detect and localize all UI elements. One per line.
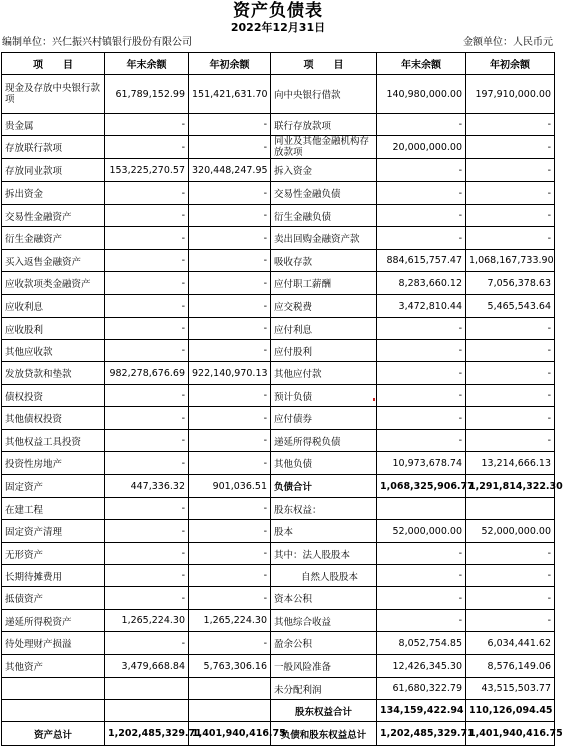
- liability-begin-cell: -: [466, 318, 555, 340]
- asset-begin-cell: -: [189, 340, 271, 362]
- asset-begin-cell: -: [189, 114, 271, 136]
- asset-item-cell: 抵债资产: [2, 587, 105, 610]
- asset-begin-cell: -: [189, 565, 271, 587]
- liability-item-cell: 应付利息: [271, 318, 377, 340]
- liability-item-cell: 向中央银行借款: [271, 75, 377, 114]
- liability-end-cell: 8,283,660.12: [377, 272, 466, 295]
- liability-end-cell: 140,980,000.00: [377, 75, 466, 114]
- liability-item-header: 项 目: [271, 53, 377, 75]
- table-row: [2, 632, 555, 655]
- asset-end-cell: -: [105, 205, 189, 227]
- currency-unit-label: 金额单位：人民币元: [463, 37, 553, 48]
- liability-begin-cell: -: [466, 114, 555, 136]
- liability-begin-cell: 1,401,940,416.75: [466, 722, 555, 746]
- asset-begin-cell: 1,401,940,416.75: [189, 722, 271, 746]
- asset-begin-cell: -: [189, 250, 271, 272]
- liability-item-cell: 负债合计: [271, 475, 377, 498]
- liability-begin-cell: -: [466, 205, 555, 227]
- liability-end-cell: 20,000,000.00: [377, 136, 466, 159]
- table-row: [2, 75, 555, 114]
- asset-end-cell: -: [105, 340, 189, 362]
- asset-begin-cell: -: [189, 318, 271, 340]
- liability-end-cell: 884,615,757.47: [377, 250, 466, 272]
- asset-item-cell: 待处理财产损溢: [2, 632, 105, 655]
- balance-sheet-table: [1, 52, 563, 746]
- liability-end-cell: 61,680,322.79: [377, 678, 466, 700]
- table-row: [2, 543, 555, 565]
- table-row: [2, 407, 555, 430]
- asset-end-cell: -: [105, 565, 189, 587]
- asset-end-cell: -: [105, 587, 189, 610]
- asset-end-cell: [105, 700, 189, 722]
- meta-row: [0, 36, 556, 50]
- liability-item-cell: 盈余公积: [271, 632, 377, 655]
- table-row: [2, 587, 555, 610]
- liability-item-cell: 其他负债: [271, 452, 377, 475]
- table-row: [2, 182, 555, 205]
- asset-item-cell: 递延所得税资产: [2, 610, 105, 632]
- liability-end-cell: -: [377, 318, 466, 340]
- liability-begin-cell: -: [466, 340, 555, 362]
- liability-end-cell: 134,159,422.94: [377, 700, 466, 722]
- asset-end-cell: -: [105, 520, 189, 543]
- liability-end-cell: -: [377, 407, 466, 430]
- liability-begin-balance-header: 年初余额: [466, 53, 555, 75]
- asset-end-cell: [105, 678, 189, 700]
- liability-end-cell: -: [377, 227, 466, 250]
- liability-begin-cell: -: [466, 407, 555, 430]
- liability-item-cell: 应付职工薪酬: [271, 272, 377, 295]
- asset-end-cell: 447,336.32: [105, 475, 189, 498]
- liability-begin-cell: 197,910,000.00: [466, 75, 555, 114]
- liability-end-cell: [377, 498, 466, 520]
- asset-end-cell: -: [105, 295, 189, 318]
- asset-item-cell: 固定资产清理: [2, 520, 105, 543]
- liability-begin-cell: 43,515,503.77: [466, 678, 555, 700]
- liability-end-balance-header: 年末余额: [377, 53, 466, 75]
- asset-item-cell: 衍生金融资产: [2, 227, 105, 250]
- asset-item-cell: 其他债权投资: [2, 407, 105, 430]
- table-row: [2, 655, 555, 678]
- asset-item-cell: 其他权益工具投资: [2, 430, 105, 452]
- asset-item-cell: 长期待摊费用: [2, 565, 105, 587]
- liability-begin-cell: -: [466, 385, 555, 407]
- liability-end-cell: -: [377, 543, 466, 565]
- asset-begin-cell: -: [189, 407, 271, 430]
- asset-begin-cell: 901,036.51: [189, 475, 271, 498]
- liability-item-cell: 卖出回购金融资产款: [271, 227, 377, 250]
- asset-end-cell: -: [105, 632, 189, 655]
- table-row: [2, 520, 555, 543]
- asset-end-cell: -: [105, 114, 189, 136]
- asset-end-cell: -: [105, 318, 189, 340]
- asset-begin-cell: -: [189, 452, 271, 475]
- asset-end-cell: 153,225,270.57: [105, 159, 189, 182]
- liability-begin-cell: -: [466, 610, 555, 632]
- liability-item-cell: 未分配利润: [271, 678, 377, 700]
- asset-begin-cell: -: [189, 136, 271, 159]
- table-row: [2, 678, 555, 700]
- liability-begin-cell: -: [466, 182, 555, 205]
- table-row: [2, 227, 555, 250]
- asset-end-cell: -: [105, 407, 189, 430]
- table-row: [2, 610, 555, 632]
- stray-mark: [373, 398, 375, 401]
- table-row: [2, 295, 555, 318]
- table-row: [2, 452, 555, 475]
- liability-item-cell: 股东权益：: [271, 498, 377, 520]
- asset-item-cell: 其他应收款: [2, 340, 105, 362]
- asset-begin-cell: -: [189, 587, 271, 610]
- table-row: [2, 722, 555, 746]
- asset-begin-cell: -: [189, 227, 271, 250]
- liability-begin-cell: 1,068,167,733.90: [466, 250, 555, 272]
- liability-begin-cell: 8,576,149.06: [466, 655, 555, 678]
- liability-end-cell: 10,973,678.74: [377, 452, 466, 475]
- liability-item-cell: 同业及其他金融机构存放款项: [271, 136, 377, 159]
- liability-begin-cell: -: [466, 430, 555, 452]
- liability-item-cell: 衍生金融负债: [271, 205, 377, 227]
- table-row: [2, 114, 555, 136]
- liability-item-cell: 应付股利: [271, 340, 377, 362]
- asset-item-cell: 投资性房地产: [2, 452, 105, 475]
- asset-begin-cell: -: [189, 205, 271, 227]
- table-row: [2, 272, 555, 295]
- liability-begin-cell: 1,291,814,322.30: [466, 475, 555, 498]
- asset-end-cell: -: [105, 272, 189, 295]
- liability-end-cell: -: [377, 430, 466, 452]
- liability-end-cell: -: [377, 610, 466, 632]
- liability-end-cell: 3,472,810.44: [377, 295, 466, 318]
- asset-item-cell: 存放联行款项: [2, 136, 105, 159]
- liability-item-cell: 一般风险准备: [271, 655, 377, 678]
- liability-item-cell: 其他综合收益: [271, 610, 377, 632]
- preparer-label: 编制单位：兴仁振兴村镇银行股份有限公司: [2, 37, 192, 48]
- asset-begin-cell: -: [189, 430, 271, 452]
- asset-begin-cell: [189, 700, 271, 722]
- liability-end-cell: -: [377, 362, 466, 385]
- liability-item-cell: 预计负债: [271, 385, 377, 407]
- table-row: [2, 340, 555, 362]
- asset-begin-cell: 151,421,631.70: [189, 75, 271, 114]
- liability-item-cell: 负债和股东权益总计: [271, 722, 377, 746]
- liability-item-cell: 其他应付款: [271, 362, 377, 385]
- asset-item-cell: 应收股利: [2, 318, 105, 340]
- asset-begin-cell: -: [189, 498, 271, 520]
- document-title: 资产负债表: [233, 1, 323, 21]
- asset-item-cell: 无形资产: [2, 543, 105, 565]
- report-date: 2022年12月31日: [230, 21, 326, 34]
- asset-item-cell: 交易性金融资产: [2, 205, 105, 227]
- liability-end-cell: -: [377, 385, 466, 407]
- asset-begin-cell: 320,448,247.95: [189, 159, 271, 182]
- liability-item-cell: 资本公积: [271, 587, 377, 610]
- table-row: [2, 318, 555, 340]
- liability-end-cell: -: [377, 114, 466, 136]
- asset-begin-cell: -: [189, 385, 271, 407]
- asset-end-cell: 1,202,485,329.71: [105, 722, 189, 746]
- asset-end-cell: -: [105, 498, 189, 520]
- liability-end-cell: -: [377, 565, 466, 587]
- table-row: [2, 475, 555, 498]
- asset-end-cell: -: [105, 250, 189, 272]
- liability-begin-cell: -: [466, 587, 555, 610]
- liability-end-cell: 52,000,000.00: [377, 520, 466, 543]
- asset-begin-cell: 1,265,224.30: [189, 610, 271, 632]
- liability-end-cell: -: [377, 587, 466, 610]
- asset-begin-cell: -: [189, 272, 271, 295]
- liability-item-cell: 股东权益合计: [271, 700, 377, 722]
- asset-end-cell: 3,479,668.84: [105, 655, 189, 678]
- asset-end-cell: -: [105, 136, 189, 159]
- liability-item-cell: 其中：法人股股本: [271, 543, 377, 565]
- liability-item-cell: 拆入资金: [271, 159, 377, 182]
- table-row: [2, 250, 555, 272]
- liability-begin-cell: 110,126,094.45: [466, 700, 555, 722]
- table-row: [2, 430, 555, 452]
- asset-end-cell: -: [105, 543, 189, 565]
- liability-item-cell: 应付债券: [271, 407, 377, 430]
- asset-begin-cell: -: [189, 632, 271, 655]
- liability-item-cell: 应交税费: [271, 295, 377, 318]
- asset-item-cell: 买入返售金融资产: [2, 250, 105, 272]
- asset-item-cell: [2, 678, 105, 700]
- table-header-row: [2, 53, 555, 75]
- liability-begin-cell: -: [466, 159, 555, 182]
- asset-item-cell: 拆出资金: [2, 182, 105, 205]
- asset-end-cell: 61,789,152.99: [105, 75, 189, 114]
- asset-end-cell: -: [105, 227, 189, 250]
- asset-end-cell: -: [105, 385, 189, 407]
- liability-end-cell: 1,202,485,329.71: [377, 722, 466, 746]
- asset-item-cell: [2, 700, 105, 722]
- asset-begin-cell: [189, 678, 271, 700]
- liability-begin-cell: [466, 498, 555, 520]
- liability-begin-cell: 6,034,441.62: [466, 632, 555, 655]
- asset-item-cell: 发放贷款和垫款: [2, 362, 105, 385]
- asset-end-cell: 982,278,676.69: [105, 362, 189, 385]
- liability-item-cell: 股本: [271, 520, 377, 543]
- liability-end-cell: -: [377, 340, 466, 362]
- asset-item-header: 项 目: [2, 53, 105, 75]
- asset-item-cell: 现金及存放中央银行款项: [2, 75, 105, 114]
- table-row: [2, 362, 555, 385]
- asset-item-cell: 应收利息: [2, 295, 105, 318]
- asset-item-cell: 贵金属: [2, 114, 105, 136]
- liability-begin-cell: 52,000,000.00: [466, 520, 555, 543]
- asset-item-cell: 其他资产: [2, 655, 105, 678]
- liability-end-cell: 1,068,325,906.77: [377, 475, 466, 498]
- asset-begin-cell: -: [189, 543, 271, 565]
- asset-begin-cell: -: [189, 182, 271, 205]
- table-row: [2, 385, 555, 407]
- liability-item-cell: 吸收存款: [271, 250, 377, 272]
- table-row: [2, 498, 555, 520]
- liability-item-cell: 自然人股股本: [271, 565, 377, 587]
- table-row: [2, 136, 555, 159]
- asset-begin-cell: -: [189, 520, 271, 543]
- liability-begin-cell: -: [466, 227, 555, 250]
- asset-end-cell: -: [105, 182, 189, 205]
- asset-item-cell: 在建工程: [2, 498, 105, 520]
- liability-begin-cell: 13,214,666.13: [466, 452, 555, 475]
- table-row: [2, 205, 555, 227]
- asset-item-cell: 应收款项类金融资产: [2, 272, 105, 295]
- table-row: [2, 700, 555, 722]
- liability-begin-cell: -: [466, 362, 555, 385]
- liability-begin-cell: 5,465,543.64: [466, 295, 555, 318]
- liability-begin-cell: -: [466, 543, 555, 565]
- liability-begin-cell: -: [466, 136, 555, 159]
- asset-end-cell: -: [105, 430, 189, 452]
- liability-begin-cell: 7,056,378.63: [466, 272, 555, 295]
- liability-end-cell: 12,426,345.30: [377, 655, 466, 678]
- asset-end-balance-header: 年末余额: [105, 53, 189, 75]
- asset-end-cell: 1,265,224.30: [105, 610, 189, 632]
- liability-end-cell: -: [377, 182, 466, 205]
- liability-end-cell: -: [377, 205, 466, 227]
- table-row: [2, 565, 555, 587]
- liability-item-cell: 递延所得税负债: [271, 430, 377, 452]
- asset-begin-balance-header: 年初余额: [189, 53, 271, 75]
- asset-end-cell: -: [105, 452, 189, 475]
- asset-item-cell: 存放同业款项: [2, 159, 105, 182]
- liability-item-cell: 联行存放款项: [271, 114, 377, 136]
- asset-item-cell: 债权投资: [2, 385, 105, 407]
- liability-end-cell: -: [377, 159, 466, 182]
- liability-begin-cell: -: [466, 565, 555, 587]
- asset-begin-cell: 5,763,306.16: [189, 655, 271, 678]
- asset-item-cell: 资产总计: [2, 722, 105, 746]
- asset-begin-cell: 922,140,970.13: [189, 362, 271, 385]
- liability-end-cell: 8,052,754.85: [377, 632, 466, 655]
- table-row: [2, 159, 555, 182]
- asset-begin-cell: -: [189, 295, 271, 318]
- asset-item-cell: 固定资产: [2, 475, 105, 498]
- liability-item-cell: 交易性金融负债: [271, 182, 377, 205]
